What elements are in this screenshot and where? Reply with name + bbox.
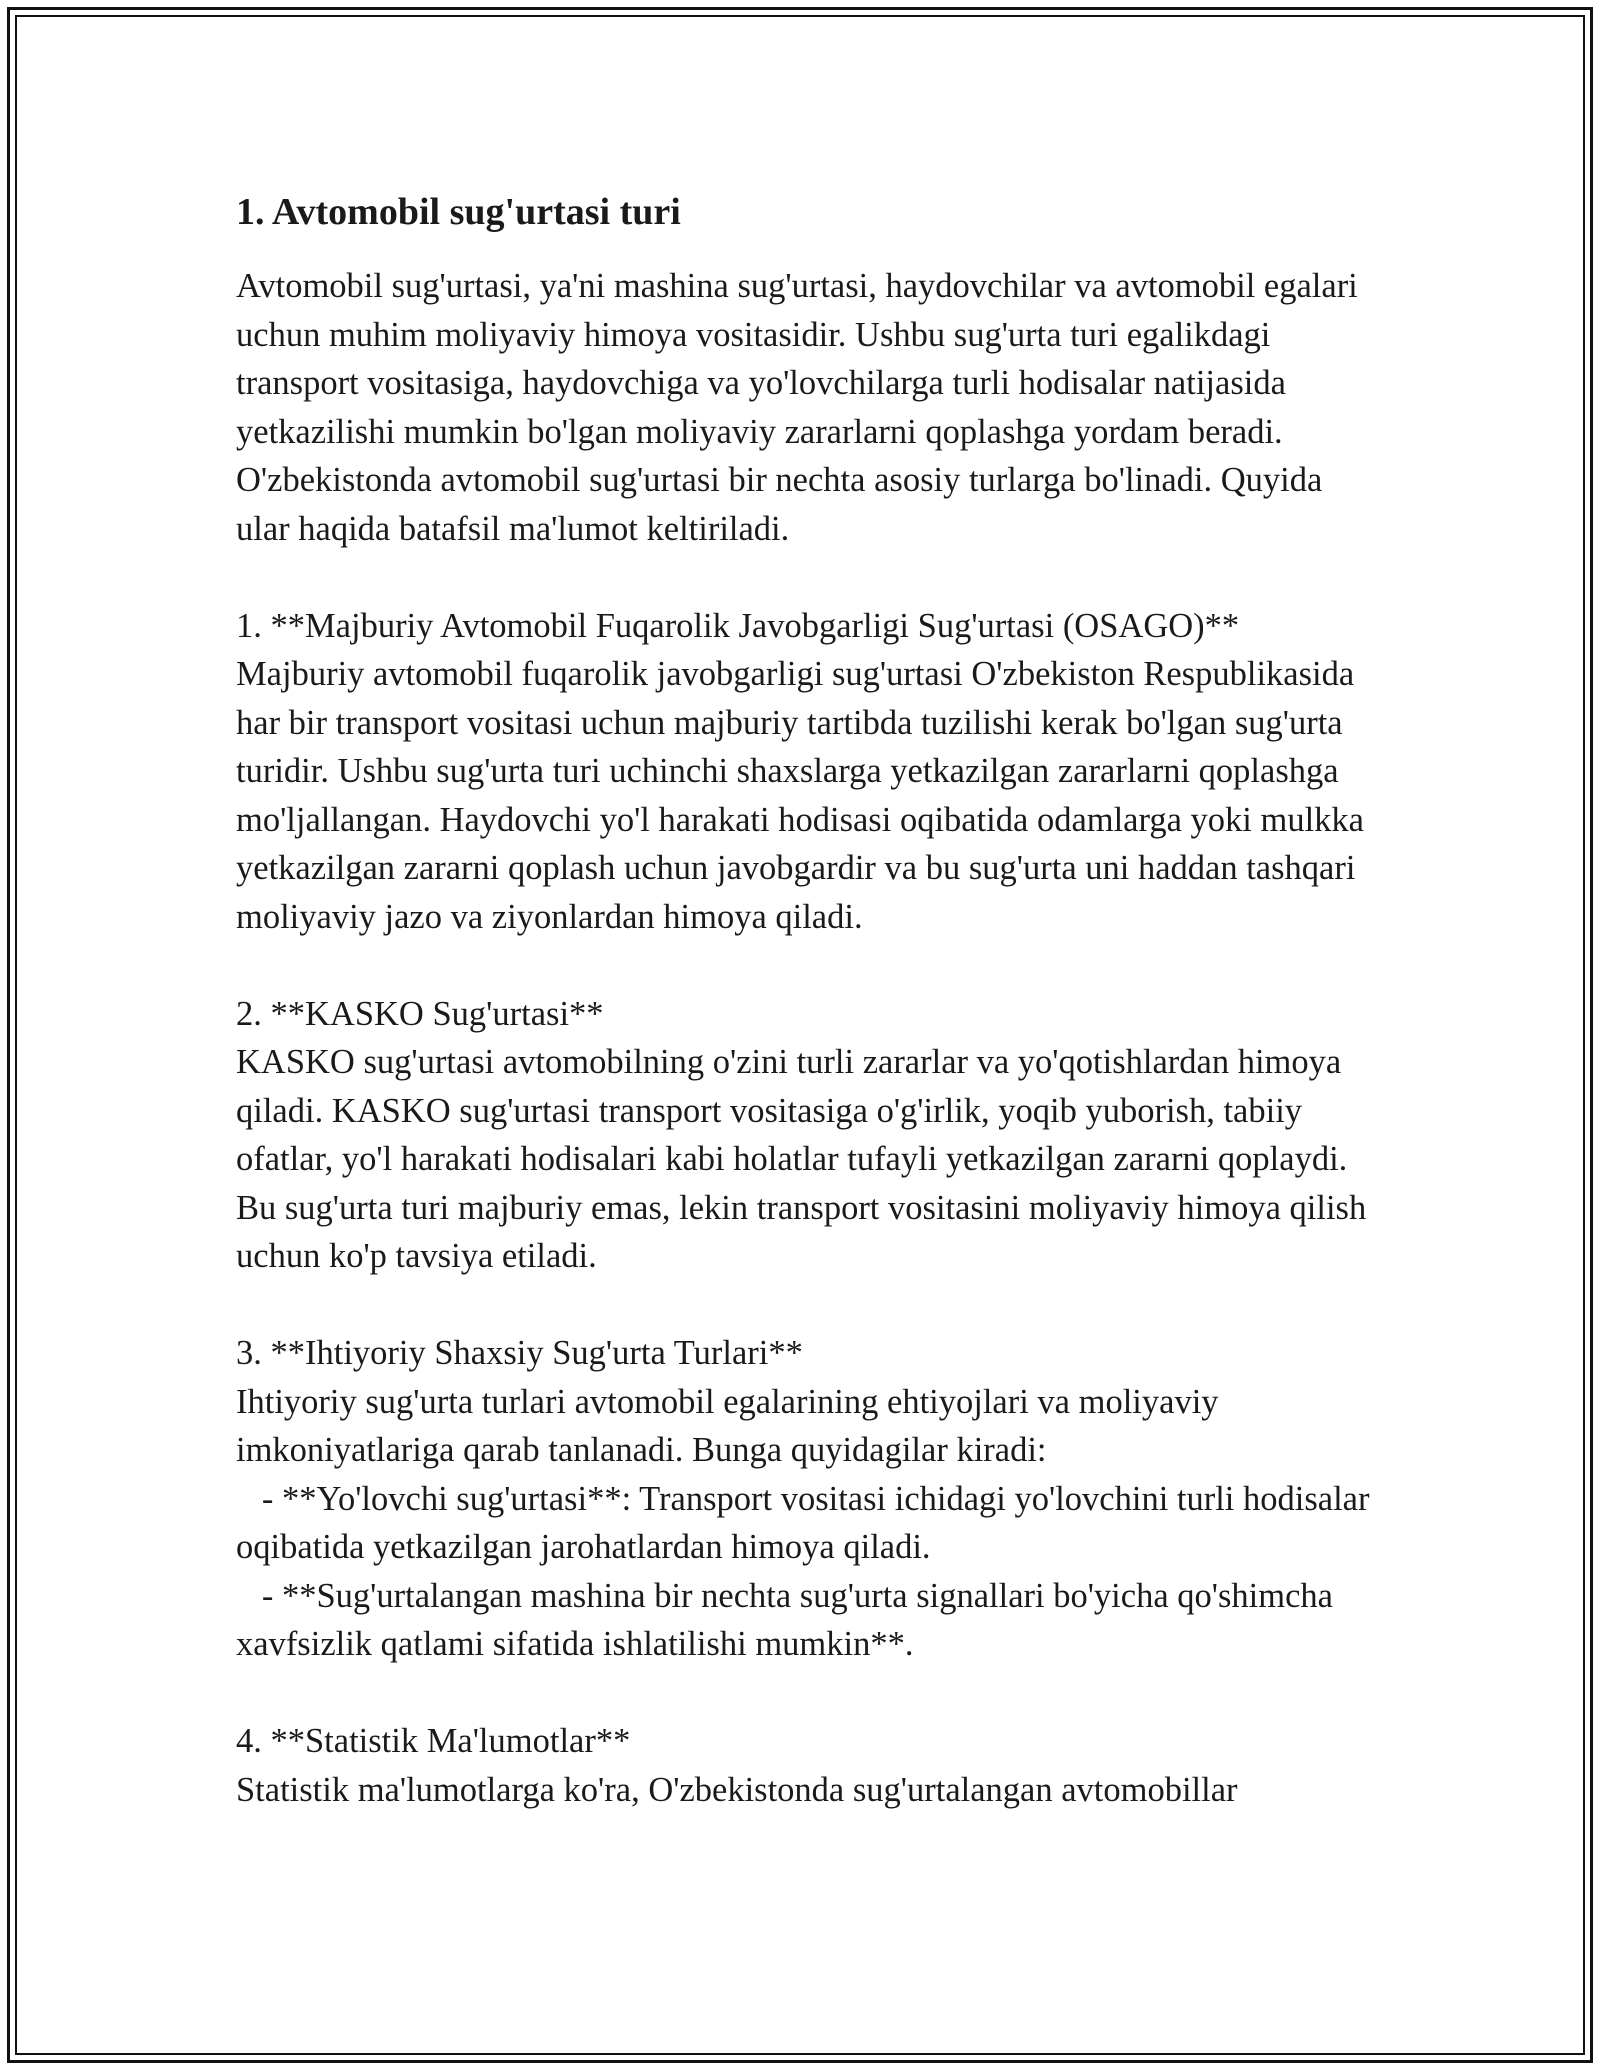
- paragraph-intro: Avtomobil sug'urtasi, ya'ni mashina sug'urtasi, haydovchilar va avtomobil egalari uchun muhim moliyaviy himoya vositasidir. Ushbu sug'urta turi egalikdagi transport vositasiga, haydovchiga va yo'lovchilarga turli hodisalar natijasida yetkazilishi mumkin bo'lgan moliyaviy zararlarni qoplashga yordam beradi. O'zbekistonda avtomobil sug'urtasi bir nechta asosiy turlarga bo'linadi. Quyida ular haqida batafsil ma'lumot keltiriladi.: [236, 267, 1367, 548]
- paragraph-voluntary: 3. **Ihtiyoriy Shaxsiy Sug'urta Turlari** Ihtiyoriy sug'urta turlari avtomobil egalarining ehtiyojlari va moliyaviy imkoniyatlariga qarab tanlanadi. Bunga quyidagilar kiradi: - **Yo'lovchi sug'urtasi**: Transport vositasi ichidagi yo'lovchini turli hodisalar oqibatida yetkazilgan jarohatlardan himoya qiladi. - **Sug'urtalangan mashina bir nechta sug'urta signallari bo'yicha qo'shimcha xavfsizlik qatlami sifatida ishlatilishi mumkin**.: [236, 1334, 1370, 1663]
- paragraph-statistics: 4. **Statistik Ma'lumotlar** Statistik ma'lumotlarga ko'ra, O'zbekistonda sug'urtalangan avtomobillar: [236, 1722, 1238, 1809]
- document-body: [236, 186, 1376, 1814]
- document-title: 1. Avtomobil sug'urtasi turi: [236, 191, 681, 233]
- paragraph-osago: 1. **Majburiy Avtomobil Fuqarolik Javobgarligi Sug'urtasi (OSAGO)** Majburiy avtomobil fuqarolik javobgarligi sug'urtasi O'zbekiston Respublikasida har bir transport vositasi uchun majburiy tartibda tuzilishi kerak bo'lgan sug'urta turidir. Ushbu sug'urta turi uchinchi shaxslarga yetkazilgan zararlarni qoplashga mo'ljallangan. Haydovchi yo'l harakati hodisasi oqibatida odamlarga yoki mulkka yetkazilgan zararni qoplash uchun javobgardir va bu sug'urta uni haddan tashqari moliyaviy jazo va ziyonlardan himoya qiladi.: [236, 606, 1364, 936]
- paragraph-kasko: 2. **KASKO Sug'urtasi** KASKO sug'urtasi avtomobilning o'zini turli zararlar va yo'qotishlardan himoya qiladi. KASKO sug'urtasi transport vositasiga o'g'irlik, yoqib yuborish, tabiiy ofatlar, yo'l harakati hodisalari kabi holatlar tufayli yetkazilgan zararni qoplaydi. Bu sug'urta turi majburiy emas, lekin transport vositasini moliyaviy himoya qilish uchun ko'p tavsiya etiladi.: [236, 994, 1367, 1275]
